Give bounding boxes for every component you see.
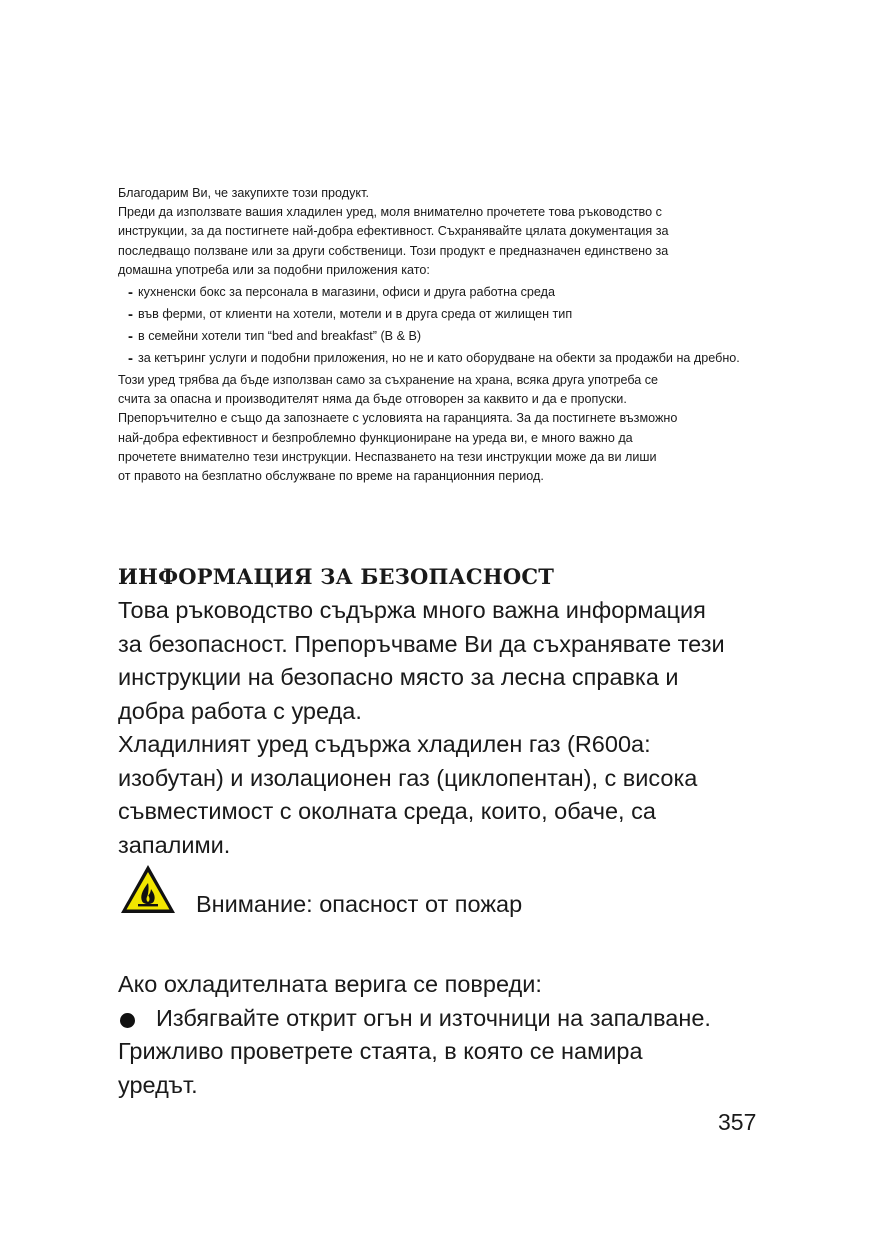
intro-line: Този уред трябва да бъде използван само за съхранение на храна, всяка друга употреба се [118, 373, 659, 388]
safety-section [118, 560, 778, 862]
list-item: - кухненски бокс за персонала в магазини, офиси и друга работна среда [128, 284, 555, 302]
bullet-dot-icon [120, 1013, 135, 1028]
intro-line: инструкции, за да постигнете най-добра ефективност. Съхранявайте цялата документация за [118, 224, 669, 239]
section-heading: ИНФОРМАЦИЯ ЗА БЕЗОПАСНОСТ [118, 564, 555, 589]
list-item: - за кетъринг услуги и подобни приложения, но не и като оборудване на обекти за продажби на дребно. [128, 350, 740, 368]
warning-text: Внимание: опасност от пожар [196, 891, 523, 917]
usage-list [118, 283, 758, 368]
chain-line: уредът. [118, 1071, 198, 1098]
safety-line: изобутан) и изолационен газ (циклопентан), с висока [118, 764, 698, 791]
chain-line: Грижливо проветрете стаята, в която се намира [118, 1038, 643, 1064]
safety-line: Хладилният уред съдържа хладилен газ (R600a: [118, 731, 651, 757]
intro-closing [118, 371, 758, 486]
safety-line: инструкции на безопасно място за лесна справка и [118, 664, 679, 690]
intro-line: последващо ползване или за други собственици. Този продукт е предназначен единствено за [118, 243, 669, 258]
chain-intro: Ако охладителната верига се повреди: [118, 971, 542, 997]
page-number: 357 [718, 1109, 757, 1135]
intro-line: Преди да използвате вашия хладилен уред, моля внимателно прочетете това ръководство с [118, 205, 662, 220]
fire-warning [118, 860, 758, 916]
safety-line: запалими. [118, 831, 231, 858]
dash-bullet: - [128, 350, 133, 368]
intro-line: счита за опасна и производителят няма да бъде отговорен за каквито и да е пропуски. [118, 392, 627, 407]
intro-line: прочетете внимателно тези инструкции. Неспазването на тези инструкции може да ви лиши [118, 449, 657, 464]
cooling-circuit-section [118, 968, 778, 1102]
dash-bullet: - [128, 328, 133, 346]
intro-line: най-добра ефективност и безпроблемно функциониране на уреда ви, е много важно да [118, 430, 633, 445]
chain-bullet: Избягвайте открит огън и източници на запалване. [118, 1002, 778, 1036]
list-item: - във ферми, от клиенти на хотели, мотели и в друга среда от жилищен тип [128, 306, 573, 324]
intro-section [118, 184, 758, 486]
flammable-warning-icon [118, 862, 178, 916]
safety-line: Това ръководство съдържа много важна информация [118, 597, 706, 623]
safety-line: съвместимост с околната среда, които, обаче, са [118, 798, 656, 824]
intro-line: домашна употреба или за подобни приложения като: [118, 262, 430, 277]
intro-line: Препоръчително е също да запознаете с условията на гаранцията. За да постигнете възможно [118, 411, 678, 426]
intro-line: Благодарим Ви, че закупихте този продукт. [118, 186, 369, 200]
safety-line: добра работа с уреда. [118, 697, 362, 724]
dash-bullet: - [128, 284, 133, 302]
intro-line: от правото на безплатно обслужване по време на гаранционния период. [118, 469, 544, 484]
dash-bullet: - [128, 306, 133, 324]
list-item: - в семейни хотели тип “bed and breakfast” (B & B) [128, 328, 422, 346]
safety-line: за безопасност. Препоръчваме Ви да съхранявате тези [118, 630, 725, 657]
